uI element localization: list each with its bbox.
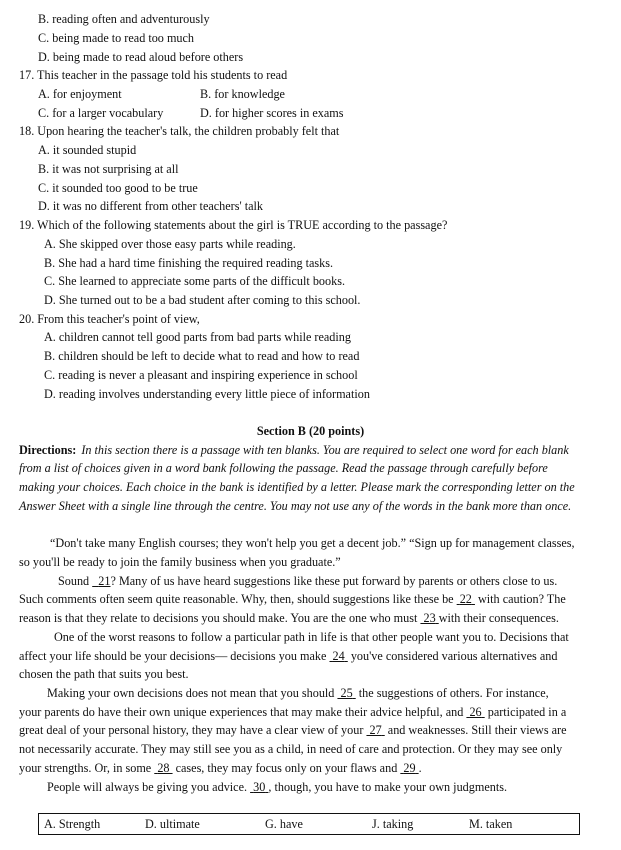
q18-stem: 18. Upon hearing the teacher's talk, the children probably felt that: [19, 124, 340, 138]
blank-21[interactable]: [92, 574, 110, 588]
q18-option-d: D. it was no different from other teachers' talk: [38, 199, 263, 213]
p4-l1-post: the suggestions of others. For instance,: [358, 686, 549, 700]
blank-21-number: 21: [98, 574, 111, 588]
blank-29-number: 29: [403, 761, 416, 775]
passage-p4-line-4: not necessarily accurate. They may still see you as a child, in need of care and protection. Or they may see only: [19, 742, 563, 756]
q19-stem: 19. Which of the following statements about the girl is TRUE according to the passage?: [19, 218, 448, 232]
q20-option-c: C. reading is never a pleasant and inspiring experience in school: [44, 368, 358, 382]
passage-p4-line-1: [47, 686, 549, 700]
p4-l3-post: and weaknesses. Still their views are: [387, 723, 567, 737]
word-bank-item-g: G. have: [265, 817, 303, 831]
blank-24-number: 24: [332, 649, 345, 663]
passage-p2-line-2: [19, 592, 566, 606]
word-bank-item-d: D. ultimate: [145, 817, 200, 831]
passage-p3-line-3: chosen the path that suits you best.: [19, 667, 189, 681]
word-bank-item-m: M. taken: [469, 817, 513, 831]
q18-option-a: A. it sounded stupid: [38, 143, 137, 157]
blank-22[interactable]: [457, 592, 475, 606]
blank-29[interactable]: [400, 761, 418, 775]
directions-text-1: In this section there is a passage with ten blanks. You are required to select one word for each blank: [81, 443, 569, 457]
p5-post: , though, you have to make your own judgments.: [268, 780, 508, 794]
q19-option-b: B. She had a hard time finishing the required reading tasks.: [44, 256, 334, 270]
p2-l1-pre: Sound: [58, 574, 90, 588]
p4-l5-pre: your strengths. Or, in some: [19, 761, 152, 775]
passage-p1-line-1: “Don't take many English courses; they won't help you get a decent job.” “Sign up for management classes,: [50, 536, 575, 550]
p2-l2-post: with caution? The: [477, 592, 566, 606]
p2-l3-post: with their consequences.: [438, 611, 559, 625]
blank-22-number: 22: [459, 592, 472, 606]
blank-28-number: 28: [157, 761, 170, 775]
q20-stem: 20. From this teacher's point of view,: [19, 312, 200, 326]
directions-line-1: [19, 443, 600, 457]
passage-p5-line-1: [47, 780, 507, 794]
p2-l2-pre: Such comments often seem quite reasonable. Why, then, should suggestions like these be: [19, 592, 454, 606]
blank-24[interactable]: [329, 649, 347, 663]
section-b-title: Section B (20 points): [256, 424, 365, 438]
passage-p2-line-1: [58, 574, 557, 588]
word-bank: [38, 813, 580, 835]
blank-27-number: 27: [369, 723, 382, 737]
blank-27[interactable]: [366, 723, 384, 737]
passage-p3-line-2: [19, 649, 557, 663]
directions-line-4: Answer Sheet with a single line through the centre. You may not use any of the words in the bank more than once.: [19, 499, 572, 513]
q17-stem: 17. This teacher in the passage told his students to read: [19, 68, 288, 82]
word-bank-item-a: A. Strength: [44, 817, 101, 831]
q18-option-b: B. it was not surprising at all: [38, 162, 179, 176]
word-bank-item-j: J. taking: [372, 817, 414, 831]
blank-28[interactable]: [154, 761, 172, 775]
q16-option-c: C. being made to read too much: [38, 31, 195, 45]
q17-option-d: D. for higher scores in exams: [200, 106, 344, 120]
p4-l3-pre: great deal of your personal history, they may have a clear view of your: [19, 723, 364, 737]
p2-l3-pre: reason is that they relate to decisions you should make. You are the one who must: [19, 611, 418, 625]
passage-p3-line-1: One of the worst reasons to follow a particular path in life is that other people want you to. Decisions that: [54, 630, 569, 644]
p4-l5-mid: cases, they may focus only on your flaws and: [175, 761, 398, 775]
directions-label: Directions:: [19, 443, 77, 457]
p4-l2-post: participated in a: [487, 705, 567, 719]
p4-l5-post: .: [418, 761, 422, 775]
p5-pre: People will always be giving you advice.: [47, 780, 248, 794]
q19-option-a: A. She skipped over those easy parts while reading.: [44, 237, 296, 251]
passage-p2-line-3: [19, 611, 559, 625]
p4-l1-pre: Making your own decisions does not mean that you should: [47, 686, 335, 700]
blank-25[interactable]: [337, 686, 355, 700]
p2-l1-post: ? Many of us have heard suggestions like these put forward by parents or others close to us.: [110, 574, 558, 588]
p4-l2-pre: your parents do have their own unique experiences that may make their advice helpful, and: [19, 705, 464, 719]
passage-p4-line-3: [19, 723, 566, 737]
passage-p4-line-5: [19, 761, 422, 775]
directions-line-2: from a list of choices given in a word bank following the passage. Read the passage through carefully before: [19, 461, 548, 475]
q19-option-d: D. She turned out to be a bad student after coming to this school.: [44, 293, 361, 307]
q17-option-b: B. for knowledge: [200, 87, 285, 101]
q17-option-a: A. for enjoyment: [38, 87, 122, 101]
directions-line-3: making your choices. Each choice in the bank is identified by a letter. Please mark the corresponding letter on the: [19, 480, 575, 494]
blank-25-number: 25: [340, 686, 353, 700]
passage-p4-line-2: [19, 705, 566, 719]
p3-l2-pre: affect your life should be your decisions— decisions you make: [19, 649, 327, 663]
blank-30[interactable]: [250, 780, 268, 794]
q19-option-c: C. She learned to appreciate some parts of the difficult books.: [44, 274, 345, 288]
q17-option-c: C. for a larger vocabulary: [38, 106, 164, 120]
q20-option-a: A. children cannot tell good parts from bad parts while reading: [44, 330, 351, 344]
blank-30-number: 30: [253, 780, 266, 794]
q20-option-b: B. children should be left to decide what to read and how to read: [44, 349, 360, 363]
q20-option-d: D. reading involves understanding every little piece of information: [44, 387, 370, 401]
q16-option-d: D. being made to read aloud before others: [38, 50, 244, 64]
blank-23-number: 23: [423, 611, 436, 625]
blank-26[interactable]: [466, 705, 484, 719]
p3-l2-post: you've considered various alternatives and: [350, 649, 558, 663]
passage-p1-line-2: so you'll be ready to join the family business when you graduate.”: [19, 555, 341, 569]
blank-26-number: 26: [469, 705, 482, 719]
q18-option-c: C. it sounded too good to be true: [38, 181, 198, 195]
blank-23[interactable]: [420, 611, 438, 625]
q16-option-b: B. reading often and adventurously: [38, 12, 210, 26]
